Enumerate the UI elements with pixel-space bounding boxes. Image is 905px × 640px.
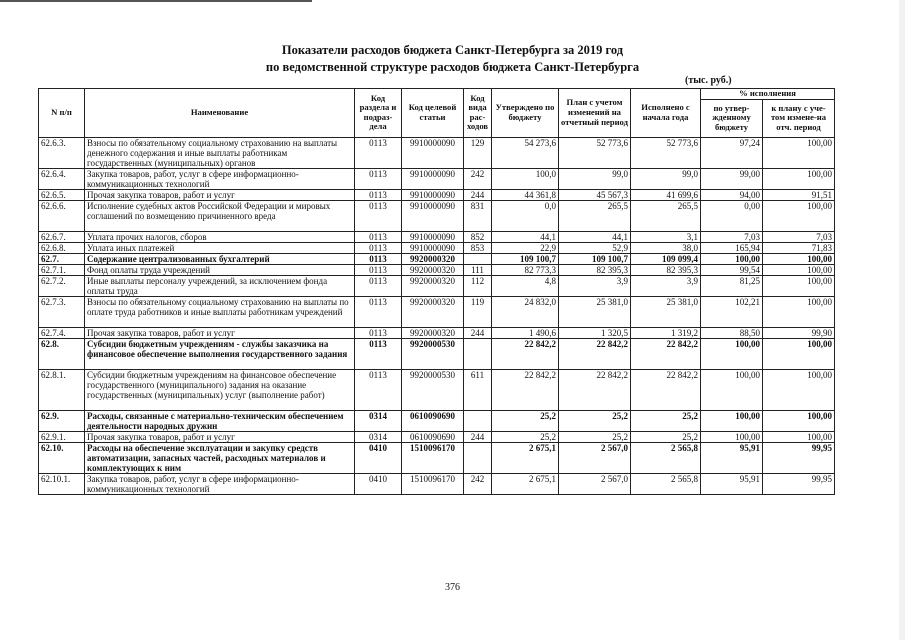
cell-article: 9920000320 [402,275,464,296]
cell-article: 9910000090 [402,189,464,200]
cell-article: 9920000530 [402,369,464,410]
cell-plan: 44,1 [559,231,631,242]
cell-num: 62.7. [39,253,85,264]
cell-executed: 25 381,0 [631,296,701,327]
cell-pct-plan: 100,00 [763,200,835,231]
cell-pct-plan: 99,90 [763,327,835,338]
cell-pct-plan: 100,00 [763,369,835,410]
cell-plan: 22 842,2 [559,369,631,410]
cell-approved: 82 773,3 [492,264,559,275]
cell-pct-approved: 94,00 [701,189,763,200]
cell-plan: 25,2 [559,431,631,442]
cell-num: 62.7.4. [39,327,85,338]
cell-plan: 2 567,0 [559,473,631,494]
cell-pct-approved: 0,00 [701,200,763,231]
cell-name: Расходы на обеспечение эксплуатации и закупку средств автоматизации, запасных частей, расходных материалов и комплектующих к ним [85,442,355,473]
expenditure-table [38,88,835,495]
cell-kind: 244 [464,431,492,442]
cell-kind [464,338,492,369]
cell-plan: 1 320,5 [559,327,631,338]
cell-pct-approved: 165,94 [701,242,763,253]
cell-num: 62.7.2. [39,275,85,296]
cell-approved: 54 273,6 [492,137,559,168]
table-row [39,369,835,410]
cell-plan: 265,5 [559,200,631,231]
cell-pct-plan: 7,03 [763,231,835,242]
table-body [39,137,835,494]
cell-name: Взносы по обязательному социальному страхованию на выплаты по оплате труда работников и иные выплаты работникам учреждений [85,296,355,327]
cell-pct-approved: 95,91 [701,442,763,473]
cell-name: Иные выплаты персоналу учреждений, за исключением фонда оплаты труда [85,275,355,296]
cell-article: 9910000090 [402,168,464,189]
table-row [39,275,835,296]
cell-num: 62.10.1. [39,473,85,494]
cell-approved: 25,2 [492,431,559,442]
cell-num: 62.6.4. [39,168,85,189]
document-title: Показатели расходов бюджета Санкт-Петербурга за 2019 год [281,43,624,57]
cell-pct-plan: 100,00 [763,410,835,431]
cell-executed: 41 699,6 [631,189,701,200]
cell-pct-plan: 100,00 [763,431,835,442]
cell-section: 0113 [355,137,402,168]
cell-pct-plan: 71,83 [763,242,835,253]
cell-plan: 52 773,6 [559,137,631,168]
cell-kind: 853 [464,242,492,253]
cell-num: 62.10. [39,442,85,473]
cell-pct-plan: 100,00 [763,296,835,327]
cell-name: Субсидии бюджетным учреждениям - службы заказчика на финансовое обеспечение выполнения государственного задания [85,338,355,369]
header-approved: Утверждено по бюджету [492,89,559,138]
header-article-code: Код целевой статьи [402,89,464,138]
cell-plan: 22 842,2 [559,338,631,369]
cell-section: 0314 [355,431,402,442]
cell-num: 62.6.7. [39,231,85,242]
cell-section: 0113 [355,264,402,275]
table-row [39,473,835,494]
cell-executed: 25,2 [631,410,701,431]
cell-plan: 3,9 [559,275,631,296]
cell-section: 0113 [355,327,402,338]
table-row [39,296,835,327]
cell-num: 62.8. [39,338,85,369]
cell-plan: 82 395,3 [559,264,631,275]
cell-num: 62.7.3. [39,296,85,327]
cell-section: 0113 [355,275,402,296]
table-row [39,189,835,200]
cell-executed: 1 319,2 [631,327,701,338]
cell-executed: 3,9 [631,275,701,296]
cell-approved: 22,9 [492,242,559,253]
cell-approved: 1 490,6 [492,327,559,338]
cell-pct-approved: 88,50 [701,327,763,338]
table-row [39,338,835,369]
cell-num: 62.9. [39,410,85,431]
cell-name: Взносы по обязательному социальному страхованию на выплаты денежного содержания и иные выплаты работникам государственных (муниципальных) органов [85,137,355,168]
cell-kind: 242 [464,168,492,189]
cell-approved: 0,0 [492,200,559,231]
document-subtitle: по ведомственной структуре расходов бюджета Санкт-Петербурга [265,60,640,74]
cell-pct-approved: 100,00 [701,253,763,264]
cell-num: 62.6.5. [39,189,85,200]
cell-kind: 244 [464,327,492,338]
cell-num: 62.6.3. [39,137,85,168]
cell-name: Прочая закупка товаров, работ и услуг [85,189,355,200]
cell-kind: 242 [464,473,492,494]
cell-name: Уплата прочих налогов, сборов [85,231,355,242]
cell-plan: 25 381,0 [559,296,631,327]
table-row [39,264,835,275]
cell-article: 9920000320 [402,327,464,338]
cell-section: 0113 [355,242,402,253]
cell-pct-approved: 99,00 [701,168,763,189]
cell-section: 0410 [355,473,402,494]
cell-article: 1510096170 [402,473,464,494]
cell-pct-plan: 99,95 [763,473,835,494]
cell-name: Расходы, связанные с материально-техническим обеспечением деятельности народных дружин [85,410,355,431]
table-row [39,327,835,338]
cell-section: 0113 [355,296,402,327]
cell-approved: 24 832,0 [492,296,559,327]
cell-section: 0113 [355,231,402,242]
cell-kind [464,442,492,473]
cell-executed: 109 099,4 [631,253,701,264]
cell-executed: 99,0 [631,168,701,189]
cell-pct-plan: 100,00 [763,275,835,296]
table-row [39,168,835,189]
page-number: 376 [445,582,460,593]
cell-article: 9910000090 [402,231,464,242]
cell-pct-plan: 100,00 [763,168,835,189]
cell-article: 9920000530 [402,338,464,369]
cell-plan: 45 567,3 [559,189,631,200]
cell-approved: 44 361,8 [492,189,559,200]
table-row [39,410,835,431]
cell-approved: 44,1 [492,231,559,242]
cell-pct-plan: 91,51 [763,189,835,200]
cell-kind: 112 [464,275,492,296]
table-row [39,137,835,168]
cell-plan: 99,0 [559,168,631,189]
cell-pct-approved: 100,00 [701,369,763,410]
cell-kind: 244 [464,189,492,200]
table-row [39,253,835,264]
cell-plan: 52,9 [559,242,631,253]
cell-approved: 100,0 [492,168,559,189]
cell-plan: 25,2 [559,410,631,431]
units-label: (тыс. руб.) [685,75,732,86]
cell-name: Прочая закупка товаров, работ и услуг [85,327,355,338]
cell-kind [464,410,492,431]
cell-kind: 119 [464,296,492,327]
cell-executed: 82 395,3 [631,264,701,275]
cell-approved: 2 675,1 [492,442,559,473]
cell-section: 0314 [355,410,402,431]
cell-section: 0113 [355,200,402,231]
header-plan: План с учетом изменений на отчетный период [559,89,631,138]
header-pct-plan: к плану с уче-том измене-на отч. период [763,99,835,137]
cell-article: 9920000320 [402,253,464,264]
cell-section: 0410 [355,442,402,473]
scan-edge-shadow [899,0,905,640]
table-row [39,231,835,242]
cell-name: Субсидии бюджетным учреждениям на финансовое обеспечение государственного (муниципального) задания на оказание государственных (муниципальных) услуг (выполнение работ) [85,369,355,410]
table-row [39,442,835,473]
cell-section: 0113 [355,168,402,189]
header-pct-group: % исполнения [701,89,835,100]
cell-pct-approved: 95,91 [701,473,763,494]
cell-num: 62.9.1. [39,431,85,442]
table-row [39,431,835,442]
cell-article: 0610090690 [402,410,464,431]
cell-article: 9920000320 [402,264,464,275]
cell-name: Исполнение судебных актов Российской Федерации и мировых соглашений по возмещению причиненного вреда [85,200,355,231]
cell-executed: 265,5 [631,200,701,231]
cell-pct-approved: 100,00 [701,431,763,442]
cell-num: 62.7.1. [39,264,85,275]
cell-name: Уплата иных платежей [85,242,355,253]
header-num: N п/п [39,89,85,138]
cell-kind [464,253,492,264]
cell-section: 0113 [355,338,402,369]
cell-name: Закупка товаров, работ, услуг в сфере информационно-коммуникационных технологий [85,473,355,494]
cell-executed: 22 842,2 [631,338,701,369]
cell-pct-plan: 100,00 [763,253,835,264]
cell-article: 9910000090 [402,242,464,253]
header-kind-code: Код вида рас-ходов [464,89,492,138]
cell-pct-approved: 100,00 [701,410,763,431]
cell-executed: 2 565,8 [631,473,701,494]
cell-plan: 2 567,0 [559,442,631,473]
cell-article: 1510096170 [402,442,464,473]
cell-section: 0113 [355,253,402,264]
table-row [39,242,835,253]
header-name: Наименование [85,89,355,138]
cell-article: 9910000090 [402,137,464,168]
cell-executed: 38,0 [631,242,701,253]
cell-pct-approved: 100,00 [701,338,763,369]
cell-pct-plan: 99,95 [763,442,835,473]
cell-executed: 25,2 [631,431,701,442]
cell-executed: 52 773,6 [631,137,701,168]
table-row [39,200,835,231]
cell-kind: 111 [464,264,492,275]
cell-pct-plan: 100,00 [763,338,835,369]
header-pct-approved: по утвер-жденному бюджету [701,99,763,137]
cell-name: Фонд оплаты труда учреждений [85,264,355,275]
cell-approved: 2 675,1 [492,473,559,494]
cell-num: 62.6.6. [39,200,85,231]
cell-name: Закупка товаров, работ, услуг в сфере информационно-коммуникационных технологий [85,168,355,189]
cell-article: 9920000320 [402,296,464,327]
cell-section: 0113 [355,369,402,410]
cell-pct-plan: 100,00 [763,264,835,275]
cell-kind: 852 [464,231,492,242]
cell-pct-approved: 7,03 [701,231,763,242]
cell-article: 9910000090 [402,200,464,231]
cell-pct-approved: 99,54 [701,264,763,275]
scan-edge-line [0,0,312,2]
cell-executed: 22 842,2 [631,369,701,410]
cell-name: Прочая закупка товаров, работ и услуг [85,431,355,442]
cell-approved: 109 100,7 [492,253,559,264]
cell-executed: 2 565,8 [631,442,701,473]
cell-approved: 22 842,2 [492,369,559,410]
header-section-code: Код раздела и подраз-дела [355,89,402,138]
cell-section: 0113 [355,189,402,200]
cell-name: Содержание централизованных бухгалтерий [85,253,355,264]
cell-approved: 22 842,2 [492,338,559,369]
cell-approved: 4,8 [492,275,559,296]
header-executed: Исполнено с начала года [631,89,701,138]
cell-approved: 25,2 [492,410,559,431]
cell-num: 62.6.8. [39,242,85,253]
cell-pct-approved: 97,24 [701,137,763,168]
cell-article: 0610090690 [402,431,464,442]
cell-pct-plan: 100,00 [763,137,835,168]
cell-pct-approved: 81,25 [701,275,763,296]
cell-kind: 129 [464,137,492,168]
cell-num: 62.8.1. [39,369,85,410]
cell-executed: 3,1 [631,231,701,242]
cell-plan: 109 100,7 [559,253,631,264]
cell-pct-approved: 102,21 [701,296,763,327]
cell-kind: 831 [464,200,492,231]
cell-kind: 611 [464,369,492,410]
